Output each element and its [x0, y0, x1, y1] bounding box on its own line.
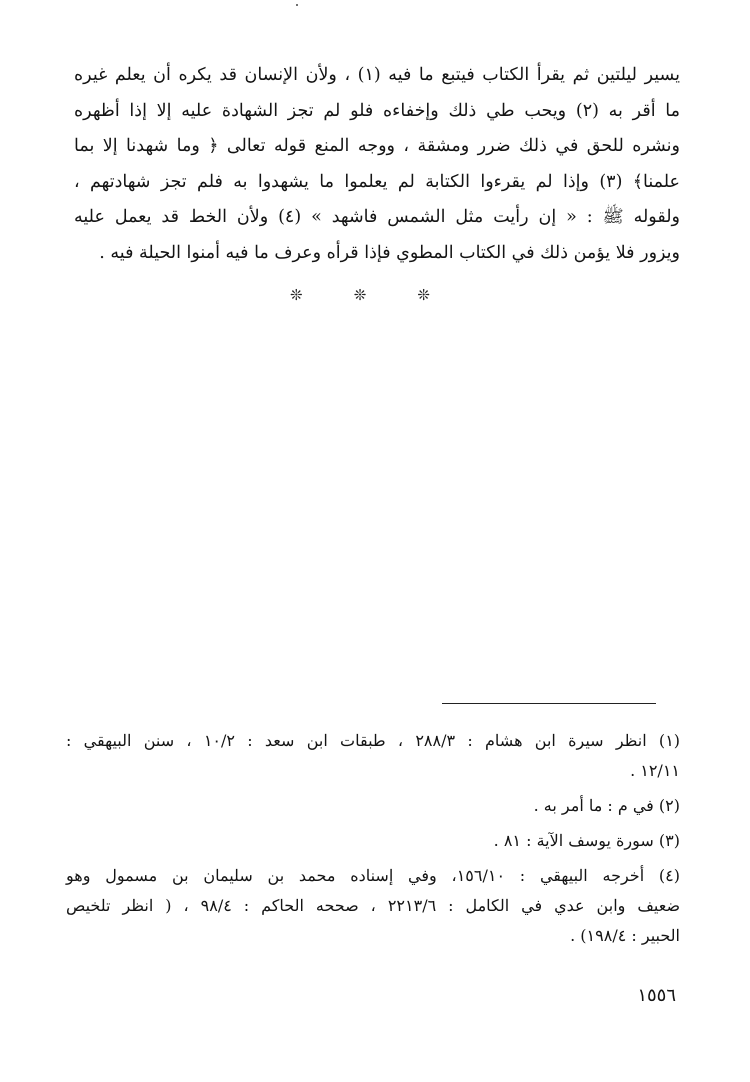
main-text-line-2: ما أقر به (٢) ويحب طي ذلك وإخفاءه فلو لم تجز الشهادة عليه إلا إذا أظهره: [74, 100, 680, 121]
footnote-1-line-1: (١) انظر سيرة ابن هشام : ٢٨٨/٣ ، طبقات ابن سعد : ١٠/٢ ، سنن البيهقي :: [66, 731, 681, 750]
main-text: [74, 58, 680, 271]
footnote-3-line-1: (٣) سورة يوسف الآية : ٨١ .: [493, 831, 680, 850]
footnote-2-line-1: (٢) في م : ما أمر به .: [533, 796, 680, 815]
page-number: ١٥٥٦: [637, 985, 676, 1006]
footnote-4-line-2: ضعيف وابن عدي في الكامل : ٢٢١٣/٦ ، صححه الحاكم : ٩٨/٤ ، ( انظر تلخيص: [66, 896, 681, 915]
separator-star: ❊: [417, 286, 430, 304]
footnote-3: [66, 826, 680, 856]
main-text-line-1: يسير ليلتين ثم يقرأ الكتاب فيتبع ما فيه (١) ، ولأن الإنسان قد يكره أن يعلم غيره: [74, 65, 680, 85]
main-text-line-5: ولقوله ﷺ : « إن رأيت مثل الشمس فاشهد » (٤) ولأن الخط قد يعمل عليه: [74, 207, 680, 227]
footnote-1: [66, 726, 680, 786]
footnote-4: [66, 861, 680, 951]
footnote-1-line-2: ١٢/١١ .: [630, 761, 680, 780]
scan-speck: [296, 4, 298, 6]
main-text-line-6: ويزور فلا يؤمن ذلك في الكتاب المطوي فإذا قرأه وعرف ما فيه أمنوا الحيلة فيه .: [99, 242, 680, 263]
footnote-4-line-3: الحبير : ١٩٨/٤) .: [570, 926, 680, 945]
separator-star: ❊: [290, 286, 303, 304]
footnotes: [66, 726, 680, 956]
section-separator: [290, 286, 430, 304]
footnote-4-line-1: (٤) أخرجه البيهقي : ١٥٦/١٠، وفي إسناده محمد بن سليمان بن مسمول وهو: [66, 866, 680, 885]
separator-star: ❊: [353, 286, 367, 304]
footnote-divider: [442, 703, 656, 704]
main-text-line-4: علمنا﴾ (٣) وإذا لم يقرءوا الكتابة لم يعلموا ما يشهدوا به فلم تجز شهادتهم ،: [74, 171, 681, 192]
footnote-2: [66, 791, 680, 821]
main-text-line-3: ونشره للحق في ذلك ضرر ومشقة ، ووجه المنع قوله تعالى ﴿ وما شهدنا إلا بما: [74, 136, 680, 156]
